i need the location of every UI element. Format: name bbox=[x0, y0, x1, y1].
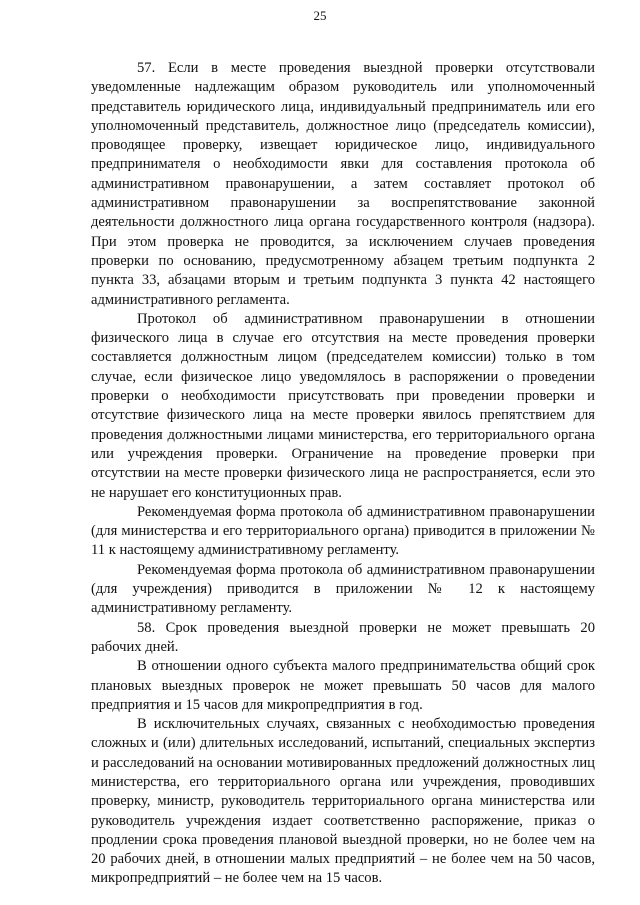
document-body bbox=[91, 59, 595, 889]
paragraph-protocol-form-ministry: Рекомендуемая форма протокола об административном правонарушении (для министерства и его территориального органа) приводится в приложении № 11 к настоящему административному регламенту. bbox=[91, 503, 595, 559]
page-number: 25 bbox=[313, 8, 327, 23]
paragraph-protocol-form-institution: Рекомендуемая форма протокола об административном правонарушении (для учреждения) приводится в приложении № 12 к настоящему административному регламенту. bbox=[91, 561, 595, 617]
paragraph-exceptional-cases: В исключительных случаях, связанных с необходимостью проведения сложных и (или) длительных исследований, испытаний, специальных экспертиз и расследований на основании мотивированных предложений должностных лиц министерства, его территориального органа или учреждения, проводивших проверку, министр, руководитель территориального органа министерства или руководитель учреждения издает соответственно распоряжение, приказ о продлении срока проведения плановой выездной проверки, но не более чем на 20 рабочих дней, в отношении малых предприятий – не более чем на 50 часов, микропредприятий – не более чем на 15 часов. bbox=[91, 716, 595, 887]
paragraph-small-business-limit: В отношении одного субъекта малого предпринимательства общий срок плановых выездных проверок не может превышать 50 часов для малого предприятия и 15 часов для микропредприятия в год. bbox=[91, 658, 595, 713]
paragraph-protocol-physical-person: Протокол об административном правонарушении в отношении физического лица в случае его отсутствия на месте проведения проверки составляется должностным лицом (председателем комиссии) только в том случае, если физическое лицо уведомлялось в распоряжении о проведении проверки о необходимости присутствовать при проведении проверки и отсутствие физического лица на месте проверки явилось препятствием для проведения должностными лицами министерства, его территориального органа или учреждения проверки. Ограничение на проведение проверки при отсутствии на месте проверки физического лица не распространяется, если это не нарушает его конституционных прав. bbox=[91, 310, 595, 501]
paragraph-58: 58. Срок проведения выездной проверки не может превышать 20 рабочих дней. bbox=[91, 619, 595, 655]
paragraph-57: 57. Если в месте проведения выездной проверки отсутствовали уведомленные надлежащим образом руководитель или уполномоченный представитель юридического лица, индивидуальный предприниматель или его уполномоченный представитель, должностное лицо (председатель комиссии), проводящее проверку, извещает юридическое лицо, индивидуального предпринимателя о необходимости явки для составления протокола об административном правонарушении, а затем составляет протокол об административном правонарушении за воспрепятствование законной деятельности должностного лица органа государственного контроля (надзора). При этом проверка не проводится, за исключением случаев проведения проверки по основанию, предусмотренному абзацем третьим подпункта 2 пункта 33, абзацами вторым и третьим подпункта 3 пункта 42 настоящего административного регламента. bbox=[91, 60, 595, 308]
